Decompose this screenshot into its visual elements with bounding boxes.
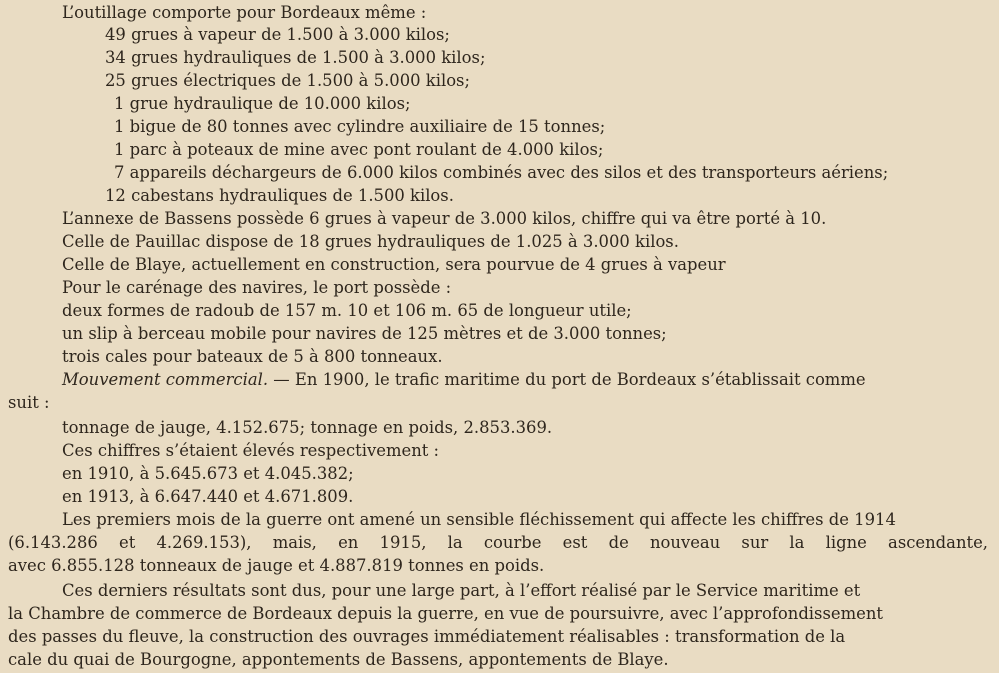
text-line: la Chambre de commerce de Bordeaux depuis la guerre, en vue de poursuivre, avec l’approfondissement: [8, 604, 883, 623]
text-line: Les premiers mois de la guerre ont amené un sensible fléchissement qui affecte les chiffres de 1914: [62, 510, 896, 529]
text-line: L’outillage comporte pour Bordeaux même :: [62, 3, 427, 22]
text-line: trois cales pour bateaux de 5 à 800 tonneaux.: [62, 347, 443, 366]
text-line: Pour le carénage des navires, le port possède :: [62, 278, 452, 297]
text-line: un slip à berceau mobile pour navires de 125 mètres et de 3.000 tonnes;: [62, 324, 667, 343]
text-line: suit :: [8, 393, 50, 412]
list-item: 1 bigue de 80 tonnes avec cylindre auxiliaire de 15 tonnes;: [114, 117, 606, 136]
text-line: en 1913, à 6.647.440 et 4.671.809.: [62, 487, 354, 506]
text-line: cale du quai de Bourgogne, appontements de Bassens, appontements de Blaye.: [8, 650, 669, 669]
text-line: — En 1900, le trafic maritime du port de Bordeaux s’établissait comme: [268, 370, 866, 389]
text-line: L’annexe de Bassens possède 6 grues à vapeur de 3.000 kilos, chiffre qui va être porté à 10.: [62, 209, 827, 228]
text-line: avec 6.855.128 tonneaux de jauge et 4.887.819 tonnes en poids.: [8, 556, 545, 575]
list-item: 12 cabestans hydrauliques de 1.500 kilos.: [105, 186, 454, 205]
text-line: deux formes de radoub de 157 m. 10 et 106 m. 65 de longueur utile;: [62, 301, 632, 320]
text-line: des passes du fleuve, la construction des ouvrages immédiatement réalisables : transformation de la: [8, 627, 846, 646]
text-line: Celle de Pauillac dispose de 18 grues hydrauliques de 1.025 à 3.000 kilos.: [62, 232, 679, 251]
list-item: 49 grues à vapeur de 1.500 à 3.000 kilos;: [105, 25, 450, 44]
section-heading-line: [62, 370, 866, 390]
text-line: (6.143.286 et 4.269.153), mais, en 1915, la courbe est de nouveau sur la ligne ascendante,: [8, 533, 988, 552]
list-item: 1 parc à poteaux de mine avec pont roulant de 4.000 kilos;: [114, 140, 604, 159]
text-line: en 1910, à 5.645.673 et 4.045.382;: [62, 464, 354, 483]
text-line: Ces chiffres s’étaient élevés respectivement :: [62, 441, 440, 460]
list-item: 7 appareils déchargeurs de 6.000 kilos combinés avec des silos et des transporteurs aériens;: [114, 163, 889, 182]
section-heading: Mouvement commercial.: [62, 370, 269, 389]
text-line: Celle de Blaye, actuellement en construction, sera pourvue de 4 grues à vapeur: [62, 255, 726, 274]
text-line: tonnage de jauge, 4.152.675; tonnage en poids, 2.853.369.: [62, 418, 553, 437]
list-item: 1 grue hydraulique de 10.000 kilos;: [114, 94, 411, 113]
list-item: 34 grues hydrauliques de 1.500 à 3.000 kilos;: [105, 48, 486, 67]
text-line: Ces derniers résultats sont dus, pour une large part, à l’effort réalisé par le Service maritime et: [62, 581, 861, 600]
list-item: 25 grues électriques de 1.500 à 5.000 kilos;: [105, 71, 470, 90]
